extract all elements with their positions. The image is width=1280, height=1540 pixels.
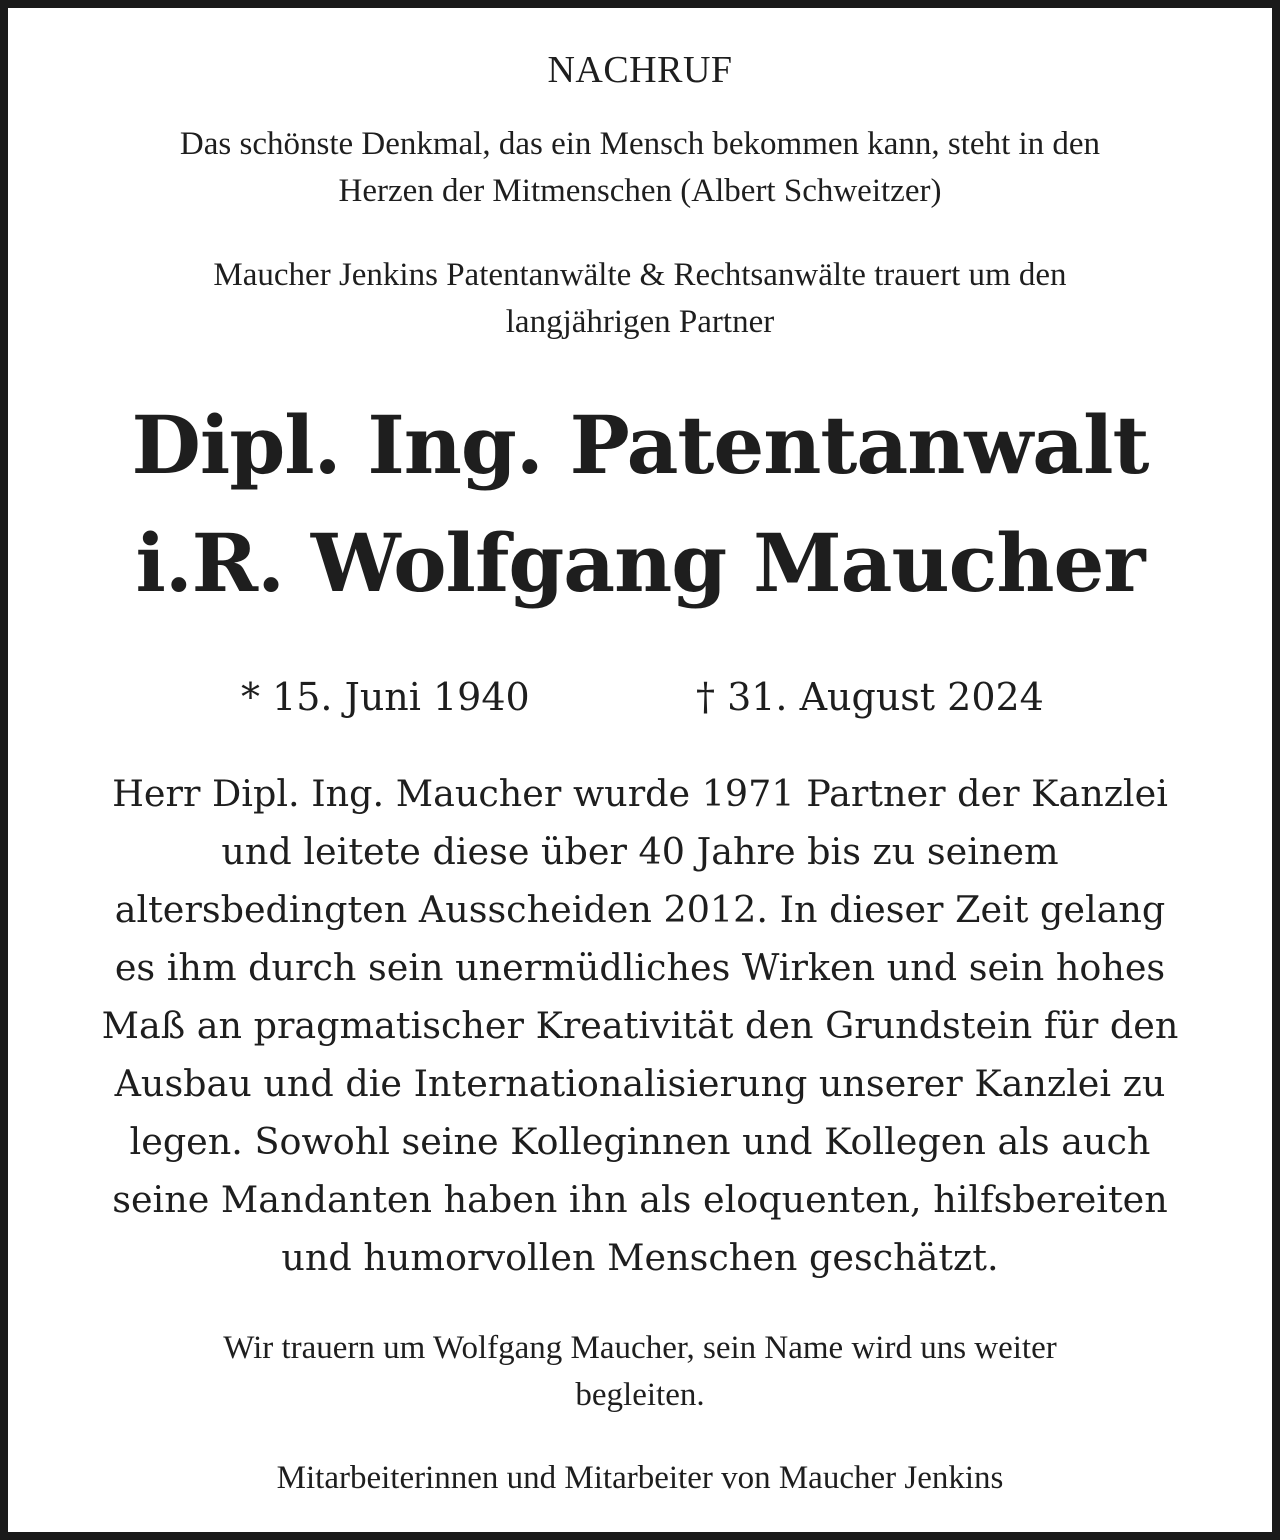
- intro-line: langjährigen Partner: [505, 304, 775, 340]
- tribute-line: und leitete diese über 40 Jahre bis zu seinem: [221, 830, 1059, 873]
- closing-text: [78, 1325, 1202, 1419]
- signature: Mitarbeiterinnen und Mitarbeiter von Maucher Jenkins: [276, 1460, 1004, 1496]
- tribute-line: altersbedingten Ausscheiden 2012. In dieser Zeit gelang: [114, 888, 1166, 931]
- closing-line: begleiten.: [575, 1377, 705, 1413]
- name-line: Dipl. Ing. Patentanwalt: [131, 398, 1149, 492]
- tribute-line: Ausbau und die Internationalisierung unserer Kanzlei zu: [114, 1062, 1166, 1105]
- name-line: i.R. Wolfgang Maucher: [135, 516, 1145, 610]
- tribute-line: legen. Sowohl seine Kolleginnen und Kollegen als auch: [129, 1120, 1151, 1163]
- tribute-line: und humorvollen Menschen geschätzt.: [281, 1236, 999, 1279]
- intro-text: [78, 252, 1202, 346]
- tribute-line: Maß an pragmatischer Kreativität den Grundstein für den: [101, 1004, 1179, 1047]
- tribute-line: Herr Dipl. Ing. Maucher wurde 1971 Partner der Kanzlei: [112, 772, 1168, 815]
- quote-line: Das schönste Denkmal, das ein Mensch bekommen kann, steht in den: [179, 126, 1101, 162]
- closing-line: Wir trauern um Wolfgang Maucher, sein Name wird uns weiter: [223, 1330, 1057, 1366]
- birth-date: * 15. Juni 1940: [241, 675, 530, 719]
- quote-line: Herzen der Mitmenschen (Albert Schweitzer): [338, 173, 942, 209]
- tribute-line: es ihm durch sein unermüdliches Wirken und sein hohes: [114, 946, 1166, 989]
- notice-heading: NACHRUF: [547, 49, 733, 91]
- tribute-text: [88, 765, 1192, 1287]
- quote-text: [78, 121, 1202, 215]
- life-dates: [8, 672, 1272, 722]
- intro-line: Maucher Jenkins Patentanwälte & Rechtsanwälte trauert um den: [213, 257, 1067, 293]
- tribute-line: seine Mandanten haben ihn als eloquenten, hilfsbereiten: [112, 1178, 1168, 1221]
- death-date: † 31. August 2024: [696, 675, 1044, 719]
- deceased-name: [48, 386, 1232, 622]
